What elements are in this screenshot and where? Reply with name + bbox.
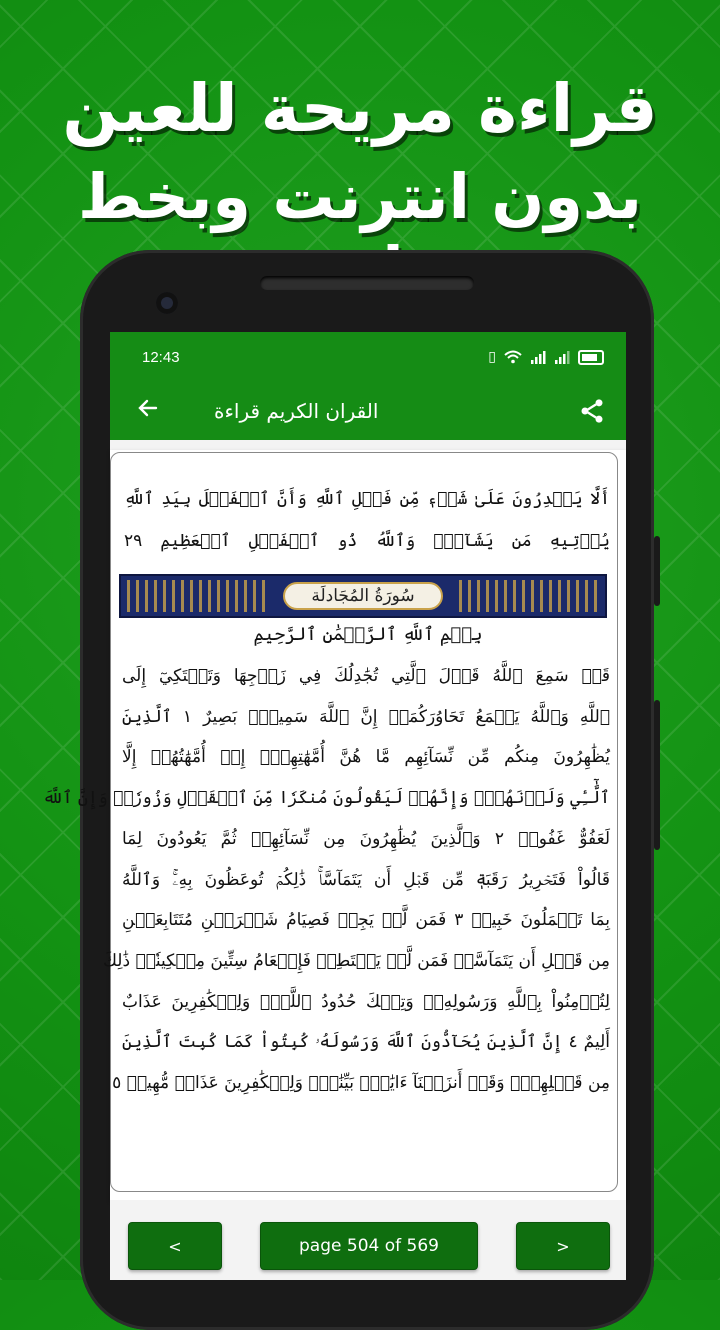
surah-banner xyxy=(119,574,607,618)
promo-headline: قراءة مريحة للعين xyxy=(62,70,658,147)
verse-line: لَعَفُوٌّ غَفُورٞ ٢ وَٱلَّذِينَ يُظَٰهِرُونَ مِن نِّسَآئِهِمۡ ثُمَّ يَعُودُونَ لِمَا xyxy=(122,828,611,849)
basmala: بِسۡمِ ٱللَّهِ ٱلرَّحۡمَٰنِ ٱلرَّحِيمِ xyxy=(253,624,483,645)
wifi-icon xyxy=(504,350,522,364)
verse-line: أَلِيمٌ ٤ إِنَّ ٱلَّذِينَ يُحَآدُّونَ ٱللَّهَ وَرَسُولَهُۥ كُبِتُواْ كَمَا كُبِتَ ٱلَّذِينَ xyxy=(122,1032,610,1053)
phone-speaker xyxy=(260,276,474,290)
app-title: القران الكريم قراءة xyxy=(214,399,379,423)
vibrate-icon: ▯ xyxy=(488,349,496,365)
verse-line: ٱللَّهِ وَٱللَّهُ يَسۡمَعُ تَحَاوُرَكُمَآۚ إِنَّ ٱللَّهَ سَمِيعُۢ بَصِيرٌ ١ ٱلَّذِينَ xyxy=(122,706,610,727)
signal-icon xyxy=(530,350,546,364)
verse-line: بِمَا تَعۡمَلُونَ خَبِيرٞ ٣ فَمَن لَّمۡ يَجِدۡ فَصِيَامُ شَهۡرَيۡنِ مُتَتَابِعَيۡنِ xyxy=(122,910,610,931)
verse-line: قَالُواْ فَتَحۡرِيرُ رَقَبَةٖ مِّن قَبۡلِ أَن يَتَمَآسَّاۚ ذَٰلِكُمۡ تُوعَظُونَ بِهِۦۚ وَٱللَّهُ xyxy=(122,869,610,890)
signal-icon-2 xyxy=(554,350,570,364)
verse-body xyxy=(42,656,611,1104)
verse-line: مِن قَبۡلِهِمۡۚ وَقَدۡ أَنزَلۡنَآ ءَايَٰتِۭ بَيِّنَٰتٖۚ وَلِلۡكَٰفِرِينَ عَذَابٞ مُّهِينٞ ٥ xyxy=(112,1073,610,1094)
share-icon[interactable] xyxy=(578,397,606,425)
battery-icon xyxy=(578,350,604,365)
verse-line: مِن قَبۡلِ أَن يَتَمَآسَّاۖ فَمَن لَّمۡ يَسۡتَطِعۡ فَإِطۡعَامُ سِتِّينَ مِسۡكِينٗاۚ ذَٰلِكَ xyxy=(102,950,610,971)
volume-button xyxy=(654,536,660,606)
app-bar xyxy=(110,382,626,440)
front-camera-icon xyxy=(156,292,178,314)
app-screen xyxy=(42,332,626,1280)
power-button xyxy=(654,700,660,850)
status-time: 12:43 xyxy=(142,348,180,366)
verse-line: يُظَٰهِرُونَ مِنكُم مِّن نِّسَآئِهِم مَّا هُنَّ أُمَّهَٰتِهِمۡۖ إِنۡ أُمَّهَٰتُهُمۡ إِلَّا xyxy=(122,747,610,768)
status-icons xyxy=(488,349,604,365)
previous-page-button[interactable]: < xyxy=(128,1222,222,1270)
surah-title: سُورَةُ المُجَادلَة xyxy=(283,582,442,610)
banner-ornament-left xyxy=(127,580,267,612)
verse-text-top: أَلَّا يَقۡدِرُونَ عَلَىٰ شَيۡءٖ مِّن فَضۡلِ ٱللَّهِ وَأَنَّ ٱلۡفَضۡلَ بِيَدِ ٱللَّهِ يُؤۡتِيهِ مَن يَشَآءُۚ وَٱللَّهُ ذُو ٱلۡفَضۡلِ ٱلۡعَظِيمِ ٢٩ xyxy=(124,489,610,551)
banner-ornament-right xyxy=(459,580,599,612)
verse-line: ٱلَّٰٓـِٔي وَلَدۡنَهُمۡۚ وَإِنَّهُمۡ لَيَقُولُونَ مُنكَرٗا مِّنَ ٱلۡقَوۡلِ وَزُورٗاۚ وَإِنَّ ٱللَّهَ xyxy=(42,788,610,809)
mushaf-page[interactable] xyxy=(42,450,626,1200)
status-bar xyxy=(110,332,626,382)
verse-line: لِتُؤۡمِنُواْ بِٱللَّهِ وَرَسُولِهِۦۚ وَتِلۡكَ حُدُودُ ٱللَّهِۗ وَلِلۡكَٰفِرِينَ عَذَابٌ xyxy=(122,991,610,1012)
page-navigation xyxy=(110,1200,626,1280)
next-page-button[interactable]: > xyxy=(516,1222,610,1270)
verse-line: قَدۡ سَمِعَ ٱللَّهُ قَوۡلَ ٱلَّتِي تُجَٰدِلُكَ فِي زَوۡجِهَا وَتَشۡتَكِيٓ إِلَى xyxy=(122,666,610,686)
arrow-left-icon[interactable] xyxy=(136,396,176,427)
promo-subheadline: بدون انترنت وبخط xyxy=(78,160,642,233)
page-indicator-button[interactable]: page 504 of 569 xyxy=(260,1222,478,1270)
